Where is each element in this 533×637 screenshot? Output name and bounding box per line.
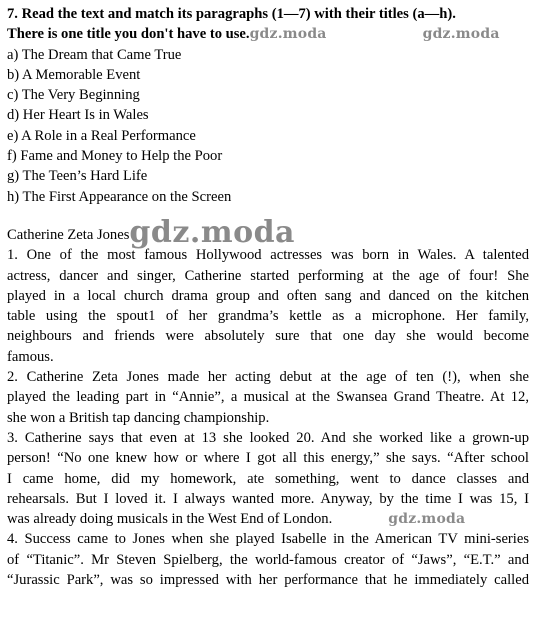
titles-list xyxy=(7,45,529,207)
article-line: rehearsals. But I loved it. I always wanted more. Anyway, by the time I was 15, I xyxy=(7,490,529,507)
article-line: famous. xyxy=(7,348,54,365)
title-option-e: e) A Role in a Real Performance xyxy=(7,127,196,144)
article-line: actress, dancer and singer, Catherine started performing at the age of four! She xyxy=(7,267,529,284)
task-instruction-line-2 xyxy=(7,24,529,44)
title-option-f: f) Fame and Money to Help the Poor xyxy=(7,148,223,165)
article-line: played the leading part in “Annie”, a musical at the Swansea Grand Theatre. At 12, xyxy=(7,389,529,406)
article-line: “Jurassic Park”, was so impressed with her performance that he immediately called xyxy=(7,572,529,589)
title-option-g: g) The Teen’s Hard Life xyxy=(7,168,148,185)
watermark: gdz.moda xyxy=(129,214,295,250)
title-option-a: a) The Dream that Came True xyxy=(7,46,182,63)
article-line: was already doing musicals in the West End of London. xyxy=(7,511,333,528)
article-heading: Catherine Zeta Jones xyxy=(7,226,130,243)
article-line: I came home, did my homework, ate something, went to dance classes and xyxy=(7,470,529,487)
task-instruction-line-1: 7. Read the text and match its paragraphs (1—7) with their titles (a—h). xyxy=(7,6,456,22)
document-page xyxy=(7,4,529,590)
title-option-d: d) Her Heart Is in Wales xyxy=(7,107,149,124)
article-line: 3. Catherine says that even at 13 she looked 20. And she worked like a grown-up xyxy=(7,429,529,446)
article-line: of “Titanic”. Mr Steven Spielberg, the world-famous creator of “Jaws”, “E.T.” and xyxy=(7,551,529,568)
article-line: person! “No one knew how or where I got all this energy,” she says. “After school xyxy=(7,450,529,467)
article-line-with-watermark xyxy=(7,509,529,529)
watermark: gdz.moda xyxy=(422,26,500,43)
article-line: neighbours and friends were absolutely sure that one day she would become xyxy=(7,328,529,345)
title-option-h: h) The First Appearance on the Screen xyxy=(7,188,232,205)
task-instruction-text: There is one title you don't have to use. xyxy=(7,26,250,43)
article-line: played in a local church drama group and often sang and danced on the kitchen xyxy=(7,287,529,304)
watermark: gdz.moda xyxy=(249,26,327,43)
article-line: 1. One of the most famous Hollywood actresses was born in Wales. A talented xyxy=(7,247,529,264)
title-option-b: b) A Memorable Event xyxy=(7,66,141,83)
article-line: 2. Catherine Zeta Jones made her acting debut at the age of ten (!), when she xyxy=(7,369,529,386)
article-line: she won a British tap dancing championship. xyxy=(7,409,270,426)
article-line: table using the spout1 of her grandma’s kettle as a microphone. Her family, xyxy=(7,308,529,325)
title-option-c: c) The Very Beginning xyxy=(7,87,140,104)
article-line: 4. Success came to Jones when she played Isabelle in the American TV mini-series xyxy=(7,531,529,548)
article-body xyxy=(7,245,529,590)
watermark: gdz.moda xyxy=(388,511,466,528)
article-heading-line xyxy=(7,214,529,250)
